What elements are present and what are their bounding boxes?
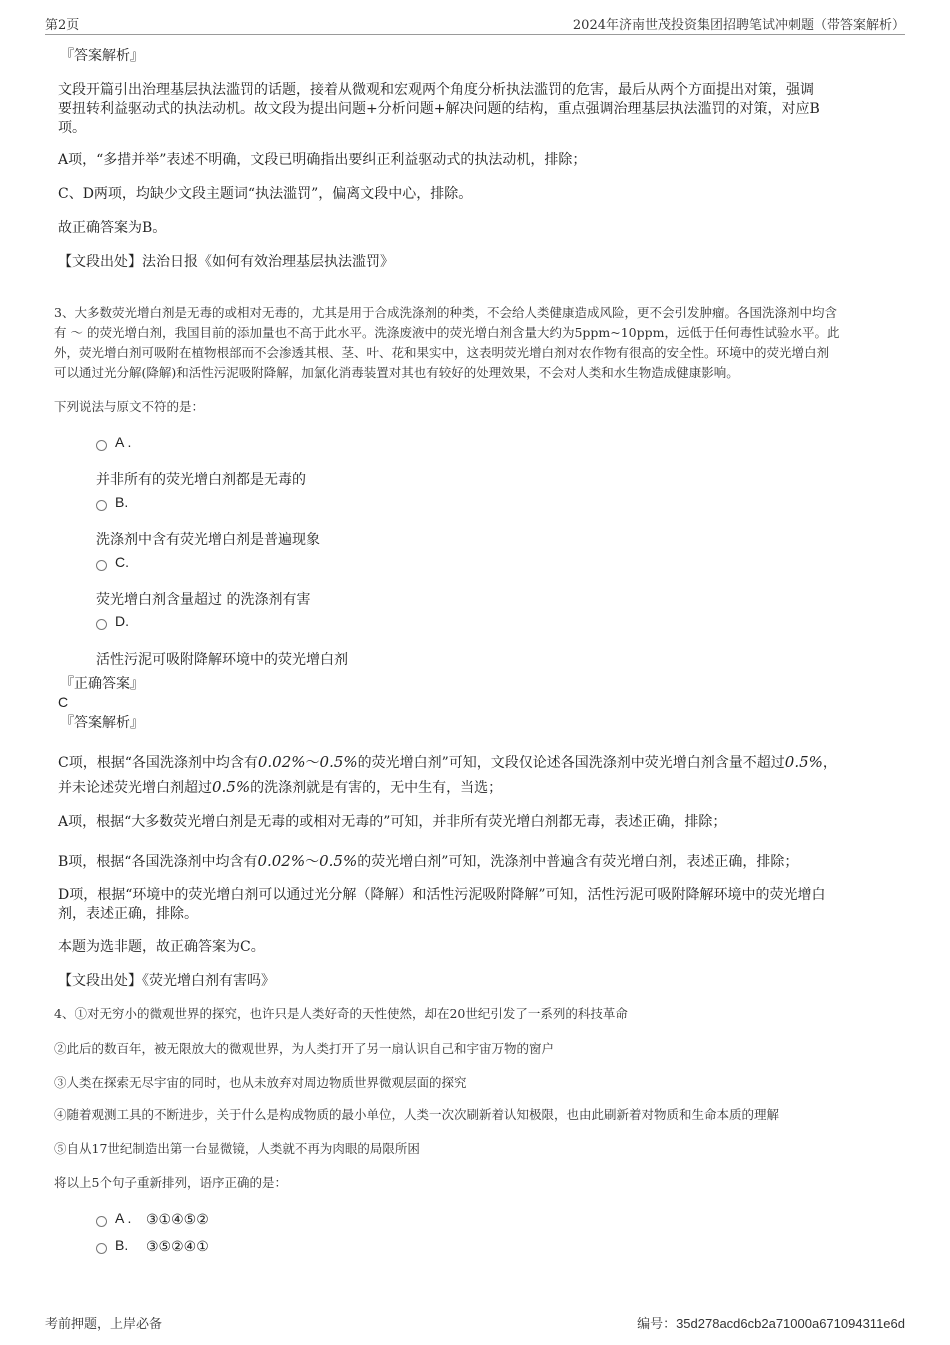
radio-button[interactable]: [96, 1243, 107, 1254]
radio-button[interactable]: [96, 619, 107, 630]
option-text: ③⑤②④①: [146, 1239, 209, 1255]
radio-button[interactable]: [96, 1216, 107, 1227]
option-text: ③①④⑤②: [146, 1212, 209, 1228]
q4-sentence-3: ③人类在探索无尽宇宙的同时，也从未放弃对周边物质世界微观层面的探究: [54, 1075, 467, 1090]
q4-sentence-4: ④随着观测工具的不断进步，关于什么是构成物质的最小单位，人类一次次刷新着认知极限，也由此刷新着对物质和生命本质的理解: [54, 1107, 780, 1122]
q3-stem-line1: 3、大多数荧光增白剂是无毒的或相对无毒的，尤其是用于合成洗涤剂的种类，不会给人类健康造成风险，更不会引发肿瘤。各国洗涤剂中均含: [54, 305, 837, 320]
q3-analysis-heading: 『答案解析』: [60, 715, 144, 731]
q2-analysis-line1: 文段开篇引出治理基层执法滥罚的话题，接着从微观和宏观两个角度分析执法滥罚的危害，最后从两个方面提出对策，强调: [58, 82, 814, 98]
document-id: 编号：35d278acd6cb2a71000a671094311e6d: [637, 1316, 905, 1331]
option-label: A .: [115, 434, 132, 450]
math-expression: 0.5%: [212, 778, 251, 796]
option-text: 荧光增白剂含量超过 的洗涤剂有害: [96, 592, 311, 608]
q2-conclusion: 故正确答案为B。: [58, 220, 167, 236]
option-label: D.: [115, 613, 129, 629]
q3-analysis-d-line2: 剂，表述正确，排除。: [58, 906, 198, 922]
q3-source: 【文段出处】《荧光增白剂有害吗》: [58, 973, 275, 989]
option-label: A .: [115, 1210, 132, 1226]
option-label: B.: [115, 494, 129, 510]
q3-answer: C: [58, 694, 69, 710]
option-text: 活性污泥可吸附降解环境中的荧光增白剂: [96, 652, 348, 668]
q3-analysis-a: A项，根据“大多数荧光增白剂是无毒的或相对无毒的”可知，并非所有荧光增白剂都无毒，表述正确，排除；: [58, 814, 727, 830]
q3-analysis-b: B项，根据“各国洗涤剂中均含有0.02%～0.5%的荧光增白剂”可知，洗涤剂中普遍含有荧光增白剂，表述正确，排除；: [58, 852, 799, 870]
q3-stem-line4: 可以通过光分解(降解)和活性污泥吸附降解，加氯化消毒装置对其也有较好的处理效果，不会对人类和水生物造成健康影响。: [54, 365, 739, 380]
q2-analysis-cd: C、D两项，均缺少文段主题词“执法滥罚”，偏离文段中心，排除。: [58, 186, 473, 202]
radio-button[interactable]: [96, 560, 107, 571]
math-expression: 0.5%: [784, 753, 823, 771]
option-text: 洗涤剂中含有荧光增白剂是普遍现象: [96, 532, 320, 548]
q3-analysis-c-line2: 并未论述荧光增白剂超过0.5%的洗涤剂就是有害的，无中生有，当选；: [58, 778, 503, 796]
q4-sentence-1: 4、①对无穷小的微观世界的探究，也许只是人类好奇的天性使然，却在20世纪引发了一系列的科技革命: [54, 1006, 628, 1021]
radio-button[interactable]: [96, 500, 107, 511]
q3-analysis-d-line1: D项，根据“环境中的荧光增白剂可以通过光分解（降解）和活性污泥吸附降解”可知，活性污泥可吸附降解环境中的荧光增白: [58, 887, 826, 903]
math-expression: 0.02%: [257, 852, 306, 870]
q3-answer-heading: 『正确答案』: [60, 676, 144, 692]
q2-source: 【文段出处】法治日报《如何有效治理基层执法滥罚》: [58, 254, 394, 270]
q2-analysis-a: A项，“多措并举”表述不明确，文段已明确指出要纠正利益驱动式的执法动机，排除；: [58, 152, 587, 168]
math-expression: 0.02%: [257, 753, 306, 771]
q3-analysis-c-line1: C项，根据“各国洗涤剂中均含有0.02%～0.5%的荧光增白剂”可知，文段仅论述各国洗涤剂中荧光增白剂含量不超过0.5%，: [58, 753, 837, 771]
q2-analysis-line3: 项。: [58, 120, 86, 136]
q3-prompt: 下列说法与原文不符的是：: [54, 399, 205, 414]
option-label: B.: [115, 1237, 129, 1253]
math-expression: 0.5%: [319, 753, 358, 771]
option-text: 并非所有的荧光增白剂都是无毒的: [96, 472, 306, 488]
q2-analysis-line2: 要扭转利益驱动式的执法动机。故文段为提出问题+分析问题+解决问题的结构，重点强调治理基层执法滥罚的对策，对应B: [58, 101, 820, 117]
page-header: [45, 12, 905, 35]
q4-prompt: 将以上5个句子重新排列，语序正确的是：: [54, 1175, 287, 1190]
page-number: 第2页: [45, 18, 80, 33]
document-title: 2024年济南世茂投资集团招聘笔试冲刺题（带答案解析）: [572, 18, 905, 33]
q2-analysis-heading: 『答案解析』: [60, 48, 144, 64]
option-label: C.: [115, 554, 129, 570]
q3-stem-line2: 有 ～ 的荧光增白剂，我国目前的添加量也不高于此水平。洗涤废液中的荧光增白剂含量大约为5ppm~10ppm，远低于任何毒性试验水平。此: [54, 325, 840, 340]
radio-button[interactable]: [96, 440, 107, 451]
q4-sentence-5: ⑤自从17世纪制造出第一台显微镜，人类就不再为肉眼的局限所困: [54, 1141, 420, 1156]
q4-sentence-2: ②此后的数百年，被无限放大的微观世界，为人类打开了另一扇认识自己和宇宙万物的窗户: [54, 1041, 555, 1056]
math-expression: 0.5%: [319, 852, 358, 870]
q3-stem-line3: 外，荧光增白剂可吸附在植物根部而不会渗透其根、茎、叶、花和果实中，这表明荧光增白剂对农作物有很高的安全性。环境中的荧光增白剂: [54, 345, 830, 360]
q3-conclusion: 本题为选非题，故正确答案为C。: [58, 939, 265, 955]
footer-slogan: 考前押题，上岸必备: [45, 1317, 163, 1332]
